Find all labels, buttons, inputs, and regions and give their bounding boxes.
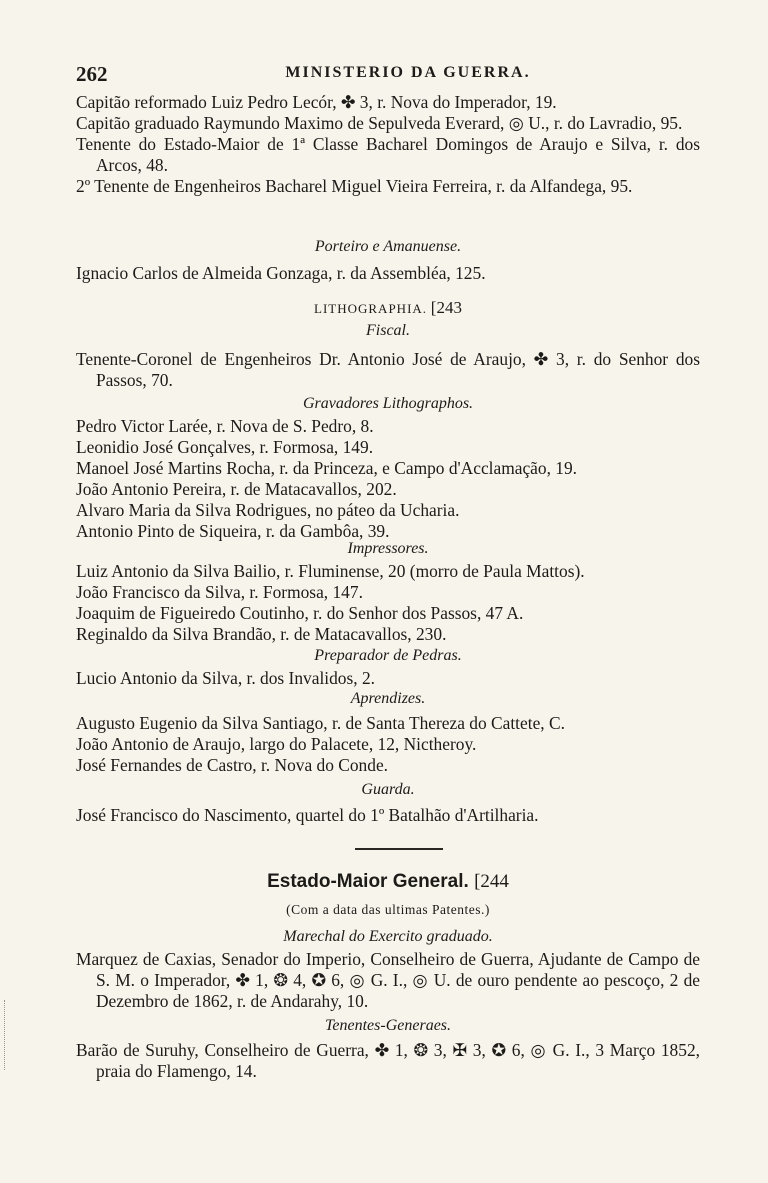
list-item: Pedro Victor Larée, r. Nova de S. Pedro, 8. [76,416,374,436]
section-subheading: Impressores. [347,540,429,557]
guarda-section [76,779,700,826]
section-subheading: Gravadores Lithographos. [302,395,474,412]
section-subheading: Guarda. [361,781,415,798]
list-item: José Fernandes de Castro, r. Nova do Conde. [76,755,389,775]
list-item: João Antonio de Araujo, largo do Palacete, 12, Nictheroy. [76,734,477,754]
impressores-section [76,538,700,645]
list-item: Joaquim de Figueiredo Coutinho, r. do Senhor dos Passos, 47 A. [76,603,524,623]
list-item: Antonio Pinto de Siqueira, r. da Gambôa, 39. [76,521,390,541]
page-header [76,62,700,90]
section-number: [243 [430,298,462,317]
section-note: (Com a data das ultimas Patentes.) [286,902,490,917]
officers-list [76,92,700,197]
list-item: João Francisco da Silva, r. Formosa, 147. [76,582,363,602]
list-item: Manoel José Martins Rocha, r. da Princeza, e Campo d'Acclamação, 19. [76,458,578,478]
preparador-section [76,645,700,689]
list-item: Ignacio Carlos de Almeida Gonzaga, r. da Assembléa, 125. [76,263,486,283]
list-item: 2º Tenente de Engenheiros Bacharel Miguel Vieira Ferreira, r. da Alfandega, 95. [76,176,633,196]
running-title: MINISTERIO DA GUERRA. [285,64,531,81]
list-item: Lucio Antonio da Silva, r. dos Invalidos, 2. [76,668,376,688]
list-item: Capitão graduado Raymundo Maximo de Sepulveda Everard, ◎ U., r. do Lavradio, 95. [76,113,683,133]
list-item: Marquez de Caxias, Senador do Imperio, Conselheiro de Guerra, Ajudante de Campo de S. M. o Imperador, ✤ 1, ❂ 4, ✪ 6, ◎ G. I., ◎ U. de ouro pendente ao pescoço, 2 de Dezembro de 1862, r. de Andarahy, 10. [76,949,700,1011]
estado-maior-heading [76,870,700,920]
tenentes-generaes-section [76,1015,700,1082]
list-item: Luiz Antonio da Silva Bailio, r. Fluminense, 20 (morro de Paula Mattos). [76,561,585,581]
section-divider [355,848,443,850]
section-subheading: Marechal do Exercito graduado. [283,928,493,945]
section-subheading: Aprendizes. [350,690,426,707]
fiscal-section [76,320,700,391]
list-item: Reginaldo da Silva Brandão, r. de Matacavallos, 230. [76,624,447,644]
list-item: João Antonio Pereira, r. de Matacavallos, 202. [76,479,397,499]
section-label: LITHOGRAPHIA. [314,301,428,316]
section-subheading: Fiscal. [366,322,410,339]
marechal-section [76,926,700,1012]
section-subheading: Tenentes-Generaes. [324,1017,452,1034]
list-item: Augusto Eugenio da Silva Santiago, r. de Santa Thereza do Cattete, C. [76,713,565,733]
section-number: [244 [474,871,509,892]
list-item: Tenente do Estado-Maior de 1ª Classe Bacharel Domingos de Araujo e Silva, r. dos Arcos, 48. [76,134,700,175]
list-item: Tenente-Coronel de Engenheiros Dr. Antonio José de Araujo, ✤ 3, r. do Senhor dos Passos, 70. [76,349,700,390]
list-item: Leonidio José Gonçalves, r. Formosa, 149. [76,437,374,457]
section-title: Estado-Maior General. [267,871,469,892]
lithographia-heading [76,297,700,320]
section-subheading: Porteiro e Amanuense. [314,238,462,255]
list-item: Alvaro Maria da Silva Rodrigues, no páteo da Ucharia. [76,500,460,520]
list-item: José Francisco do Nascimento, quartel do 1º Batalhão d'Artilharia. [76,805,539,825]
margin-mark [4,1000,13,1070]
list-item: Capitão reformado Luiz Pedro Lecór, ✤ 3, r. Nova do Imperador, 19. [76,92,557,112]
porteiro-section [76,236,700,284]
gravadores-section [76,393,700,542]
aprendizes-section [76,688,700,776]
list-item: Barão de Suruhy, Conselheiro de Guerra, ✤ 1, ❂ 3, ✠ 3, ✪ 6, ◎ G. I., 3 Março 1852, praia do Flamengo, 14. [76,1040,700,1081]
page-number: 262 [76,62,108,86]
section-subheading: Preparador de Pedras. [314,647,462,664]
